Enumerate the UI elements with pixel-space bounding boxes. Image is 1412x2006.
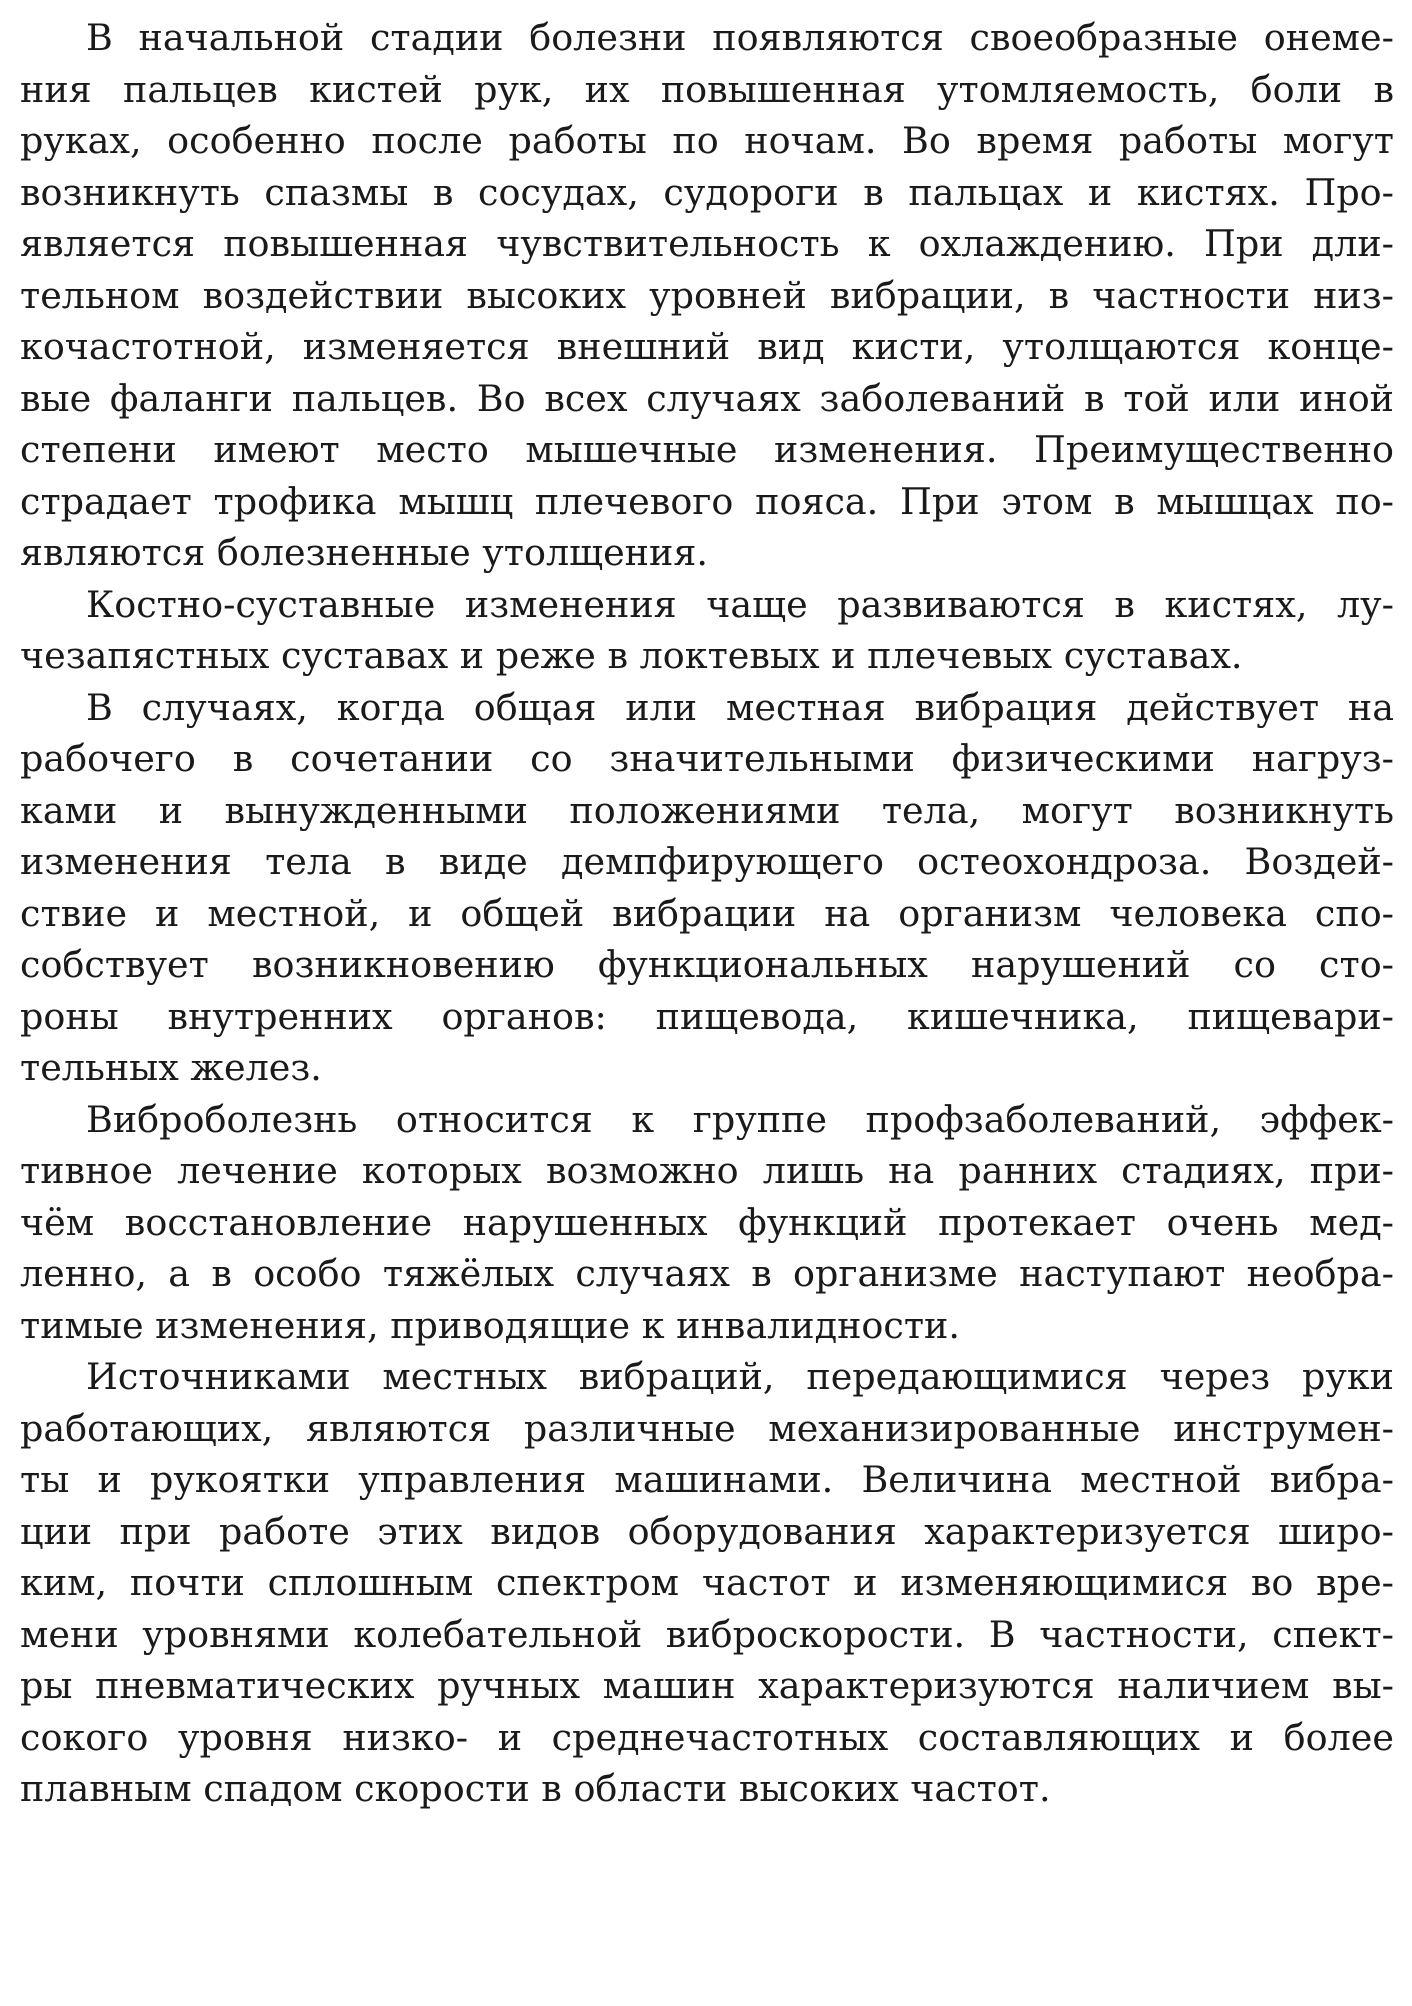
text-line: ции при работе этих видов оборудования характеризуется широ- [20, 1509, 1394, 1553]
text-line: чём восстановление нарушенных функций протекает очень мед- [20, 1200, 1394, 1244]
text-line: является повышенная чувствительность к охлаждению. При дли- [20, 222, 1394, 265]
text-line: мени уровнями колебательной виброскорости. В частности, спект- [20, 1612, 1394, 1656]
text-line: возникнуть спазмы в сосудах, судороги в пальцах и кистях. Про- [20, 170, 1394, 214]
text-line: изменения тела в виде демпфирующего остеохондроза. Воздей- [20, 840, 1394, 883]
document-page [20, 12, 1394, 1815]
text-line: чезапястных суставах и реже в локтевых и плечевых суставах. [20, 634, 1243, 677]
paragraph-bone-joint [20, 579, 1394, 682]
text-line: кочастотной, изменяется внешний вид кисти, утолщаются конце- [20, 325, 1394, 368]
text-line: ким, почти сплошным спектром частот и изменяющимися во вре- [20, 1561, 1394, 1604]
text-line: тельном воздействии высоких уровней вибрации, в частности низ- [20, 273, 1394, 317]
text-line: В случаях, когда общая или местная вибрация действует на [86, 685, 1394, 729]
paragraph-osteochondrosis [20, 682, 1394, 1094]
text-line: В начальной стадии болезни появляются своеобразные онеме- [86, 16, 1394, 59]
text-line: работающих, являются различные механизированные инструмен- [20, 1406, 1394, 1450]
text-line: роны внутренних органов: пищевода, кишечника, пищевари- [20, 994, 1394, 1038]
paragraph-local-vibration-sources [20, 1351, 1394, 1815]
text-line: руках, особенно после работы по ночам. Во время работы могут [20, 119, 1394, 162]
text-line: сокого уровня низко- и среднечастотных составляющих и более [20, 1715, 1394, 1759]
text-line: тивное лечение которых возможно лишь на ранних стадиях, при- [20, 1149, 1394, 1192]
text-line: ры пневматических ручных машин характеризуются наличием вы- [20, 1664, 1394, 1707]
text-line: ты и рукоятки управления машинами. Величина местной вибра- [20, 1458, 1394, 1501]
text-line: ленно, а в особо тяжёлых случаях в организме наступают необра- [20, 1252, 1394, 1295]
text-line: плавным спадом скорости в области высоких частот. [20, 1767, 1051, 1810]
text-line: Источниками местных вибраций, передающимися через руки [86, 1355, 1394, 1398]
paragraph-symptoms [20, 12, 1394, 579]
paragraph-vibration-disease [20, 1094, 1394, 1352]
text-line: ствие и местной, и общей вибрации на организм человека спо- [20, 891, 1394, 935]
text-line: рабочего в сочетании со значительными физическими нагруз- [20, 737, 1394, 780]
text-line: тельных желез. [20, 1046, 322, 1089]
text-line: собствует возникновению функциональных нарушений со сто- [20, 943, 1394, 986]
text-line: страдает трофика мышц плечевого пояса. При этом в мышцах по- [20, 479, 1394, 523]
text-line: ния пальцев кистей рук, их повышенная утомляемость, боли в [20, 67, 1394, 111]
text-line: являются болезненные утолщения. [20, 531, 708, 574]
text-line: вые фаланги пальцев. Во всех случаях заболеваний в той или иной [20, 376, 1394, 420]
text-line: Костно-суставные изменения чаще развиваются в кистях, лу- [86, 582, 1394, 626]
text-line: степени имеют место мышечные изменения. Преимущественно [20, 428, 1394, 471]
text-line: ками и вынужденными положениями тела, могут возникнуть [20, 788, 1394, 832]
text-line: тимые изменения, приводящие к инвалидности. [20, 1303, 960, 1347]
text-line: Виброболезнь относится к группе профзаболеваний, эффек- [86, 1097, 1394, 1141]
